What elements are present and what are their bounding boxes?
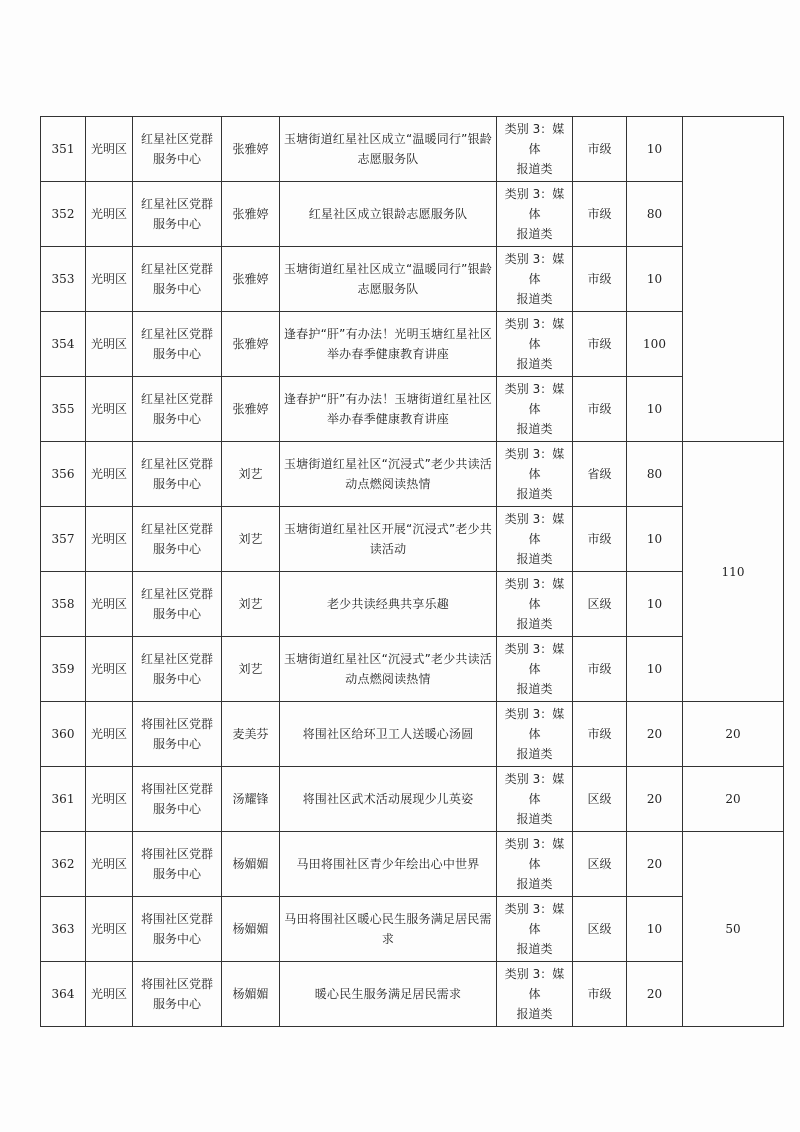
total-cell bbox=[683, 442, 784, 702]
unit-cell-text: 服务中心 bbox=[152, 412, 201, 426]
score-cell-text: 80 bbox=[646, 467, 663, 481]
district-cell bbox=[86, 312, 133, 377]
unit-cell-text: 红星社区党群 bbox=[140, 457, 213, 471]
row-number bbox=[41, 572, 86, 637]
level-cell bbox=[573, 832, 627, 897]
row-number bbox=[41, 507, 86, 572]
district-cell bbox=[86, 767, 133, 832]
title-cell bbox=[280, 767, 497, 832]
unit-cell bbox=[133, 507, 222, 572]
category-cell-text: 报道类 bbox=[516, 422, 553, 436]
person-cell bbox=[222, 637, 280, 702]
level-cell bbox=[573, 767, 627, 832]
score-cell bbox=[627, 312, 683, 377]
row-number-text: 357 bbox=[51, 532, 75, 546]
level-cell bbox=[573, 117, 627, 182]
unit-cell-text: 服务中心 bbox=[152, 997, 201, 1011]
category-cell-text: 类别 3：媒体 bbox=[504, 382, 565, 416]
score-cell bbox=[627, 117, 683, 182]
title-cell-text: 玉塘街道红星社区“沉浸式”老少共读活 bbox=[283, 652, 493, 666]
title-cell-text: 动点燃阅读热情 bbox=[345, 477, 431, 491]
district-cell bbox=[86, 507, 133, 572]
category-cell bbox=[497, 507, 573, 572]
category-cell-text: 类别 3：媒体 bbox=[504, 447, 565, 481]
title-cell bbox=[280, 442, 497, 507]
district-cell-text: 光明区 bbox=[90, 662, 127, 676]
category-cell-text: 报道类 bbox=[516, 162, 553, 176]
category-cell bbox=[497, 832, 573, 897]
level-cell bbox=[573, 442, 627, 507]
row-number bbox=[41, 637, 86, 702]
row-number-text: 356 bbox=[51, 467, 75, 481]
unit-cell-text: 服务中心 bbox=[152, 867, 201, 881]
score-cell-text: 10 bbox=[646, 662, 663, 676]
person-cell bbox=[222, 442, 280, 507]
category-cell-text: 类别 3：媒体 bbox=[504, 512, 565, 546]
level-cell bbox=[573, 637, 627, 702]
category-cell-text: 报道类 bbox=[516, 877, 553, 891]
person-cell-text: 张雅婷 bbox=[232, 337, 269, 351]
title-cell-text: 将围社区武术活动展现少儿英姿 bbox=[302, 792, 474, 806]
unit-cell-text: 红星社区党群 bbox=[140, 652, 213, 666]
title-cell-text: 志愿服务队 bbox=[357, 152, 419, 166]
person-cell-text: 刘艺 bbox=[238, 532, 263, 546]
person-cell-text: 张雅婷 bbox=[232, 142, 269, 156]
row-number-text: 353 bbox=[51, 272, 75, 286]
title-cell bbox=[280, 572, 497, 637]
table-row bbox=[41, 897, 784, 962]
category-cell-text: 类别 3：媒体 bbox=[504, 122, 565, 156]
title-cell-text: 玉塘街道红星社区成立“温暖同行”银龄 bbox=[283, 262, 493, 276]
district-cell-text: 光明区 bbox=[90, 792, 127, 806]
person-cell-text: 刘艺 bbox=[238, 467, 263, 481]
score-cell-text: 100 bbox=[643, 337, 666, 351]
unit-cell-text: 服务中心 bbox=[152, 932, 201, 946]
unit-cell-text: 服务中心 bbox=[152, 152, 201, 166]
score-cell-text: 10 bbox=[646, 142, 663, 156]
row-number-text: 364 bbox=[51, 987, 75, 1001]
level-cell-text: 市级 bbox=[587, 207, 612, 221]
row-number-text: 362 bbox=[51, 857, 75, 871]
title-cell-text: 举办春季健康教育讲座 bbox=[326, 347, 449, 361]
table-row bbox=[41, 702, 784, 767]
row-number-text: 363 bbox=[51, 922, 75, 936]
unit-cell-text: 红星社区党群 bbox=[140, 262, 213, 276]
title-cell-text: 志愿服务队 bbox=[357, 282, 419, 296]
table-row bbox=[41, 247, 784, 312]
level-cell-text: 区级 bbox=[587, 857, 612, 871]
category-cell-text: 报道类 bbox=[516, 357, 553, 371]
unit-cell-text: 服务中心 bbox=[152, 477, 201, 491]
category-cell bbox=[497, 702, 573, 767]
category-cell bbox=[497, 442, 573, 507]
score-cell bbox=[627, 442, 683, 507]
level-cell-text: 市级 bbox=[587, 727, 612, 741]
unit-cell bbox=[133, 962, 222, 1027]
category-cell-text: 报道类 bbox=[516, 552, 553, 566]
unit-cell bbox=[133, 572, 222, 637]
category-cell bbox=[497, 312, 573, 377]
person-cell bbox=[222, 702, 280, 767]
unit-cell bbox=[133, 832, 222, 897]
title-cell bbox=[280, 637, 497, 702]
score-cell-text: 20 bbox=[646, 857, 663, 871]
category-cell-text: 报道类 bbox=[516, 942, 553, 956]
score-cell-text: 20 bbox=[646, 727, 663, 741]
records-table bbox=[40, 116, 784, 1027]
title-cell-text: 玉塘街道红星社区开展“沉浸式”老少共 bbox=[283, 522, 493, 536]
table-row bbox=[41, 832, 784, 897]
title-cell bbox=[280, 702, 497, 767]
records-body bbox=[41, 117, 784, 1027]
district-cell-text: 光明区 bbox=[90, 142, 127, 156]
category-cell-text: 类别 3：媒体 bbox=[504, 902, 565, 936]
level-cell bbox=[573, 182, 627, 247]
title-cell bbox=[280, 897, 497, 962]
person-cell bbox=[222, 507, 280, 572]
row-number-text: 358 bbox=[51, 597, 75, 611]
district-cell bbox=[86, 117, 133, 182]
district-cell-text: 光明区 bbox=[90, 727, 127, 741]
table-row bbox=[41, 767, 784, 832]
district-cell bbox=[86, 442, 133, 507]
score-cell bbox=[627, 572, 683, 637]
unit-cell-text: 将围社区党群 bbox=[140, 977, 213, 991]
unit-cell-text: 服务中心 bbox=[152, 672, 201, 686]
unit-cell-text: 红星社区党群 bbox=[140, 197, 213, 211]
table-row bbox=[41, 962, 784, 1027]
district-cell-text: 光明区 bbox=[90, 402, 127, 416]
unit-cell bbox=[133, 897, 222, 962]
person-cell bbox=[222, 572, 280, 637]
category-cell bbox=[497, 637, 573, 702]
table-row bbox=[41, 377, 784, 442]
person-cell-text: 张雅婷 bbox=[232, 207, 269, 221]
unit-cell-text: 红星社区党群 bbox=[140, 132, 213, 146]
row-number bbox=[41, 182, 86, 247]
score-cell bbox=[627, 962, 683, 1027]
level-cell bbox=[573, 572, 627, 637]
table-row bbox=[41, 572, 784, 637]
category-cell-text: 类别 3：媒体 bbox=[504, 187, 565, 221]
person-cell-text: 杨媚媚 bbox=[232, 987, 269, 1001]
row-number bbox=[41, 702, 86, 767]
row-number bbox=[41, 442, 86, 507]
title-cell bbox=[280, 377, 497, 442]
unit-cell bbox=[133, 182, 222, 247]
title-cell bbox=[280, 312, 497, 377]
category-cell bbox=[497, 117, 573, 182]
district-cell bbox=[86, 182, 133, 247]
category-cell-text: 报道类 bbox=[516, 617, 553, 631]
score-cell bbox=[627, 507, 683, 572]
district-cell bbox=[86, 962, 133, 1027]
row-number-text: 359 bbox=[51, 662, 75, 676]
table-row bbox=[41, 442, 784, 507]
level-cell-text: 区级 bbox=[587, 922, 612, 936]
row-number bbox=[41, 897, 86, 962]
title-cell-text: 红星社区成立银龄志愿服务队 bbox=[308, 207, 468, 221]
score-cell bbox=[627, 247, 683, 312]
person-cell-text: 杨媚媚 bbox=[232, 857, 269, 871]
score-cell bbox=[627, 637, 683, 702]
category-cell bbox=[497, 897, 573, 962]
title-cell-text: 求 bbox=[381, 932, 395, 946]
unit-cell bbox=[133, 637, 222, 702]
level-cell bbox=[573, 312, 627, 377]
district-cell-text: 光明区 bbox=[90, 597, 127, 611]
row-number bbox=[41, 247, 86, 312]
score-cell-text: 10 bbox=[646, 922, 663, 936]
district-cell-text: 光明区 bbox=[90, 337, 127, 351]
district-cell-text: 光明区 bbox=[90, 272, 127, 286]
category-cell-text: 报道类 bbox=[516, 292, 553, 306]
category-cell bbox=[497, 247, 573, 312]
unit-cell-text: 红星社区党群 bbox=[140, 587, 213, 601]
score-cell bbox=[627, 377, 683, 442]
score-cell-text: 10 bbox=[646, 597, 663, 611]
category-cell-text: 类别 3：媒体 bbox=[504, 252, 565, 286]
person-cell-text: 麦美芬 bbox=[232, 727, 269, 741]
person-cell bbox=[222, 832, 280, 897]
title-cell-text: 举办春季健康教育讲座 bbox=[326, 412, 449, 426]
level-cell bbox=[573, 247, 627, 312]
district-cell-text: 光明区 bbox=[90, 987, 127, 1001]
unit-cell-text: 红星社区党群 bbox=[140, 522, 213, 536]
title-cell bbox=[280, 182, 497, 247]
level-cell bbox=[573, 377, 627, 442]
title-cell-text: 马田将围社区青少年绘出心中世界 bbox=[296, 857, 480, 871]
title-cell-text: 动点燃阅读热情 bbox=[345, 672, 431, 686]
unit-cell-text: 将围社区党群 bbox=[140, 717, 213, 731]
category-cell-text: 类别 3：媒体 bbox=[504, 967, 565, 1001]
total-cell bbox=[683, 117, 784, 442]
title-cell bbox=[280, 507, 497, 572]
title-cell-text: 马田将围社区暖心民生服务满足居民需 bbox=[284, 912, 492, 926]
category-cell-text: 报道类 bbox=[516, 1007, 553, 1021]
unit-cell-text: 服务中心 bbox=[152, 347, 201, 361]
total-cell-text: 110 bbox=[721, 564, 745, 579]
score-cell-text: 10 bbox=[646, 402, 663, 416]
unit-cell-text: 服务中心 bbox=[152, 542, 201, 556]
category-cell-text: 报道类 bbox=[516, 812, 553, 826]
score-cell bbox=[627, 182, 683, 247]
person-cell bbox=[222, 962, 280, 1027]
person-cell bbox=[222, 117, 280, 182]
person-cell-text: 杨媚媚 bbox=[232, 922, 269, 936]
unit-cell-text: 将围社区党群 bbox=[140, 847, 213, 861]
district-cell bbox=[86, 702, 133, 767]
level-cell-text: 市级 bbox=[587, 402, 612, 416]
row-number bbox=[41, 117, 86, 182]
total-cell bbox=[683, 832, 784, 1027]
category-cell-text: 类别 3：媒体 bbox=[504, 837, 565, 871]
category-cell bbox=[497, 572, 573, 637]
unit-cell-text: 服务中心 bbox=[152, 282, 201, 296]
title-cell bbox=[280, 117, 497, 182]
unit-cell-text: 红星社区党群 bbox=[140, 392, 213, 406]
district-cell-text: 光明区 bbox=[90, 467, 127, 481]
person-cell-text: 汤耀锋 bbox=[232, 792, 269, 806]
category-cell-text: 类别 3：媒体 bbox=[504, 317, 565, 351]
category-cell bbox=[497, 377, 573, 442]
row-number-text: 355 bbox=[51, 402, 75, 416]
title-cell bbox=[280, 962, 497, 1027]
person-cell bbox=[222, 182, 280, 247]
score-cell bbox=[627, 767, 683, 832]
level-cell-text: 市级 bbox=[587, 337, 612, 351]
district-cell bbox=[86, 377, 133, 442]
title-cell bbox=[280, 247, 497, 312]
title-cell-text: 老少共读经典共享乐趣 bbox=[326, 597, 449, 611]
level-cell bbox=[573, 962, 627, 1027]
level-cell-text: 市级 bbox=[587, 142, 612, 156]
unit-cell bbox=[133, 312, 222, 377]
person-cell-text: 张雅婷 bbox=[232, 402, 269, 416]
score-cell-text: 80 bbox=[646, 207, 663, 221]
title-cell bbox=[280, 832, 497, 897]
table-row bbox=[41, 312, 784, 377]
person-cell-text: 刘艺 bbox=[238, 662, 263, 676]
person-cell bbox=[222, 897, 280, 962]
unit-cell bbox=[133, 702, 222, 767]
district-cell-text: 光明区 bbox=[90, 922, 127, 936]
person-cell bbox=[222, 377, 280, 442]
person-cell bbox=[222, 312, 280, 377]
category-cell bbox=[497, 767, 573, 832]
level-cell bbox=[573, 897, 627, 962]
level-cell-text: 区级 bbox=[587, 597, 612, 611]
person-cell bbox=[222, 247, 280, 312]
level-cell bbox=[573, 702, 627, 767]
district-cell bbox=[86, 572, 133, 637]
title-cell-text: 玉塘街道红星社区“沉浸式”老少共读活 bbox=[283, 457, 493, 471]
unit-cell bbox=[133, 117, 222, 182]
row-number bbox=[41, 377, 86, 442]
unit-cell-text: 将围社区党群 bbox=[140, 912, 213, 926]
row-number bbox=[41, 312, 86, 377]
row-number-text: 352 bbox=[51, 207, 75, 221]
unit-cell-text: 服务中心 bbox=[152, 737, 201, 751]
total-cell-text: 50 bbox=[725, 922, 741, 936]
score-cell bbox=[627, 832, 683, 897]
unit-cell bbox=[133, 442, 222, 507]
category-cell-text: 报道类 bbox=[516, 487, 553, 501]
unit-cell bbox=[133, 377, 222, 442]
score-cell-text: 10 bbox=[646, 272, 663, 286]
title-cell-text: 将围社区给环卫工人送暖心汤圆 bbox=[302, 727, 474, 741]
category-cell-text: 类别 3：媒体 bbox=[504, 577, 565, 611]
total-cell-text: 20 bbox=[725, 792, 741, 806]
district-cell-text: 光明区 bbox=[90, 207, 127, 221]
score-cell-text: 20 bbox=[646, 792, 663, 806]
district-cell bbox=[86, 897, 133, 962]
table-row bbox=[41, 507, 784, 572]
row-number bbox=[41, 832, 86, 897]
district-cell-text: 光明区 bbox=[90, 857, 127, 871]
level-cell-text: 市级 bbox=[587, 272, 612, 286]
category-cell-text: 类别 3：媒体 bbox=[504, 772, 565, 806]
category-cell bbox=[497, 182, 573, 247]
level-cell-text: 市级 bbox=[587, 532, 612, 546]
title-cell-text: 逢春护“肝”有办法！玉塘街道红星社区 bbox=[283, 392, 493, 406]
unit-cell-text: 红星社区党群 bbox=[140, 327, 213, 341]
score-cell-text: 20 bbox=[646, 987, 663, 1001]
unit-cell-text: 服务中心 bbox=[152, 802, 201, 816]
unit-cell-text: 服务中心 bbox=[152, 607, 201, 621]
table-row bbox=[41, 117, 784, 182]
district-cell-text: 光明区 bbox=[90, 532, 127, 546]
person-cell-text: 张雅婷 bbox=[232, 272, 269, 286]
category-cell-text: 报道类 bbox=[516, 747, 553, 761]
unit-cell bbox=[133, 247, 222, 312]
level-cell bbox=[573, 507, 627, 572]
row-number bbox=[41, 962, 86, 1027]
total-cell-text: 20 bbox=[725, 727, 741, 741]
category-cell-text: 类别 3：媒体 bbox=[504, 707, 565, 741]
title-cell-text: 暖心民生服务满足居民需求 bbox=[314, 987, 462, 1001]
score-cell bbox=[627, 897, 683, 962]
row-number bbox=[41, 767, 86, 832]
table-row bbox=[41, 182, 784, 247]
person-cell-text: 刘艺 bbox=[238, 597, 263, 611]
level-cell-text: 区级 bbox=[587, 792, 612, 806]
row-number-text: 351 bbox=[51, 142, 75, 156]
level-cell-text: 市级 bbox=[587, 662, 612, 676]
level-cell-text: 省级 bbox=[587, 467, 612, 481]
row-number-text: 360 bbox=[51, 727, 75, 741]
unit-cell bbox=[133, 767, 222, 832]
row-number-text: 361 bbox=[51, 792, 75, 806]
unit-cell-text: 服务中心 bbox=[152, 217, 201, 231]
district-cell bbox=[86, 247, 133, 312]
district-cell bbox=[86, 832, 133, 897]
row-number-text: 354 bbox=[51, 337, 75, 351]
score-cell bbox=[627, 702, 683, 767]
total-cell bbox=[683, 702, 784, 767]
title-cell-text: 逢春护“肝”有办法！光明玉塘红星社区 bbox=[283, 327, 493, 341]
total-cell bbox=[683, 767, 784, 832]
title-cell-text: 读活动 bbox=[369, 542, 407, 556]
category-cell-text: 报道类 bbox=[516, 227, 553, 241]
category-cell-text: 报道类 bbox=[516, 682, 553, 696]
table-row bbox=[41, 637, 784, 702]
category-cell-text: 类别 3：媒体 bbox=[504, 642, 565, 676]
district-cell bbox=[86, 637, 133, 702]
category-cell bbox=[497, 962, 573, 1027]
score-cell-text: 10 bbox=[646, 532, 663, 546]
unit-cell-text: 将围社区党群 bbox=[140, 782, 213, 796]
person-cell bbox=[222, 767, 280, 832]
title-cell-text: 玉塘街道红星社区成立“温暖同行”银龄 bbox=[283, 132, 493, 146]
level-cell-text: 市级 bbox=[587, 987, 612, 1001]
